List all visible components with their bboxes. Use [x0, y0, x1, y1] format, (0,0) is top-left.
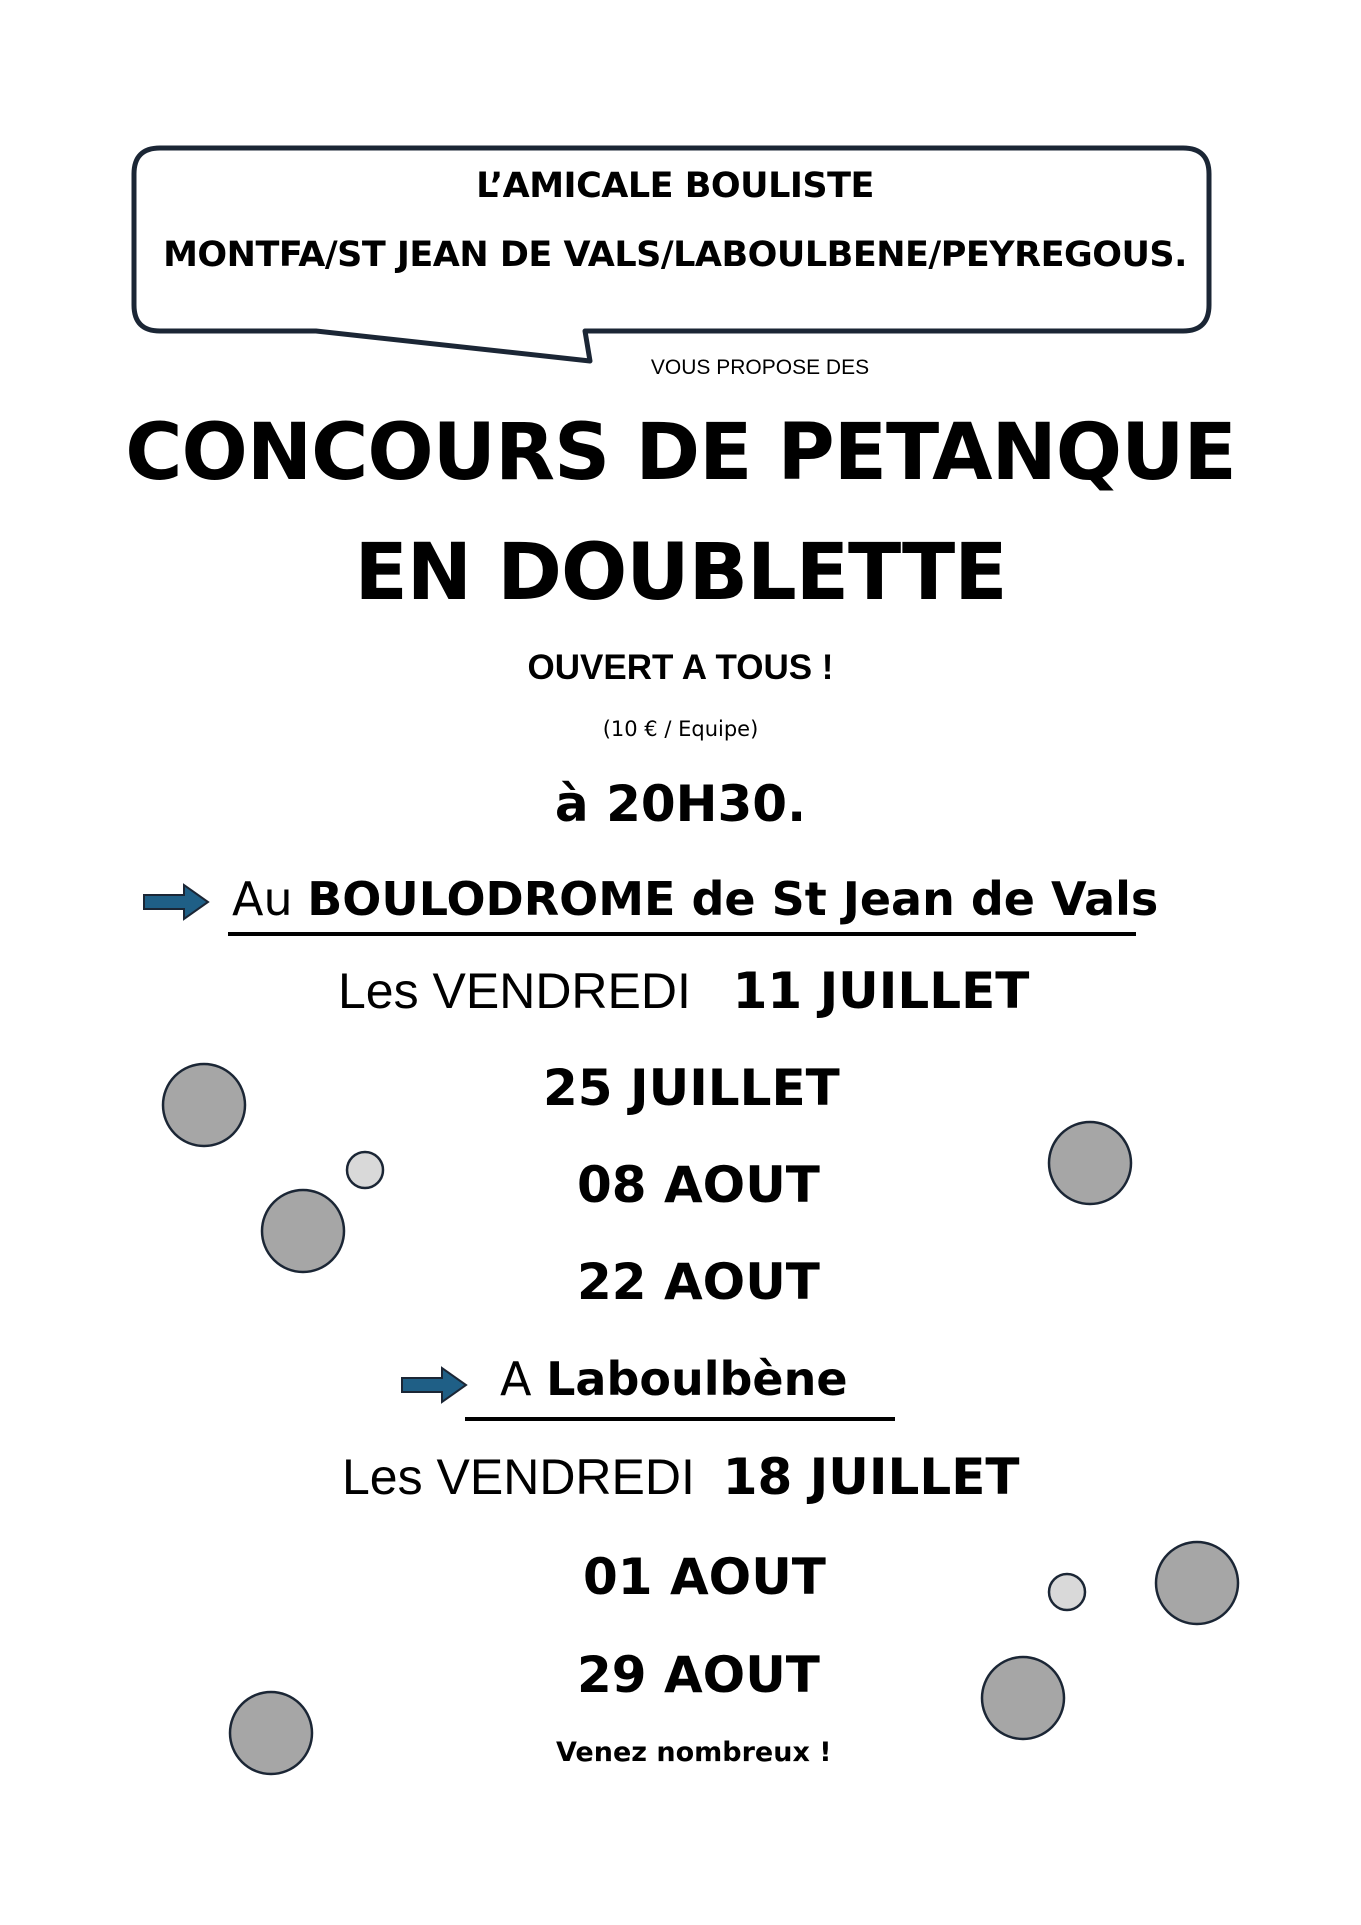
petanque-ball-icon [230, 1692, 312, 1774]
event-title-line-1: CONCOURS DE PETANQUE [125, 408, 1236, 498]
date-row [543, 1059, 840, 1117]
start-time: à 20H30. [554, 775, 807, 833]
event-date: 25 JUILLET [543, 1059, 840, 1117]
event-date: 08 AOUT [577, 1156, 820, 1214]
venue-prefix: A [500, 1352, 547, 1406]
dates-prefix: Les VENDREDI [342, 1449, 695, 1505]
club-name: L’AMICALE BOULISTE [476, 166, 874, 206]
venue-prefix: Au [232, 872, 308, 926]
event-date: 18 JUILLET [722, 1448, 1020, 1506]
venue-name: BOULODROME de St Jean de Vals [307, 872, 1159, 926]
petanque-ball-icon [1049, 1122, 1131, 1204]
venue-underline [228, 932, 1136, 936]
entry-price: (10 € / Equipe) [602, 717, 759, 741]
petanque-ball-icon [262, 1190, 344, 1272]
venue-heading [500, 1352, 848, 1406]
petanque-ball-icon [347, 1152, 383, 1188]
open-to-all: OUVERT A TOUS ! [527, 648, 834, 687]
event-date: 22 AOUT [577, 1253, 820, 1311]
venue-name: Laboulbène [546, 1352, 848, 1406]
date-row [583, 1548, 826, 1606]
dates-prefix: Les VENDREDI [338, 963, 691, 1019]
event-date: 29 AOUT [577, 1646, 820, 1704]
venue-underline [465, 1417, 895, 1421]
right-arrow-icon [142, 882, 212, 922]
event-date: 01 AOUT [583, 1548, 826, 1606]
date-row [577, 1253, 820, 1311]
closing-text: Venez nombreux ! [556, 1737, 832, 1768]
date-row [577, 1646, 820, 1704]
intro-text: VOUS PROPOSE DES [650, 356, 870, 379]
venue-heading [232, 872, 1158, 926]
petanque-ball-icon [1156, 1542, 1238, 1624]
club-villages: MONTFA/ST JEAN DE VALS/LABOULBENE/PEYREGOUS. [163, 235, 1187, 275]
petanque-ball-icon [982, 1657, 1064, 1739]
date-row [342, 1448, 1019, 1506]
petanque-ball-icon [1049, 1574, 1085, 1610]
date-row [338, 962, 1029, 1020]
event-title-line-2: EN DOUBLETTE [354, 528, 1007, 618]
event-date: 11 JUILLET [732, 962, 1030, 1020]
right-arrow-icon [400, 1365, 470, 1405]
petanque-ball-icon [163, 1064, 245, 1146]
date-row [577, 1156, 820, 1214]
